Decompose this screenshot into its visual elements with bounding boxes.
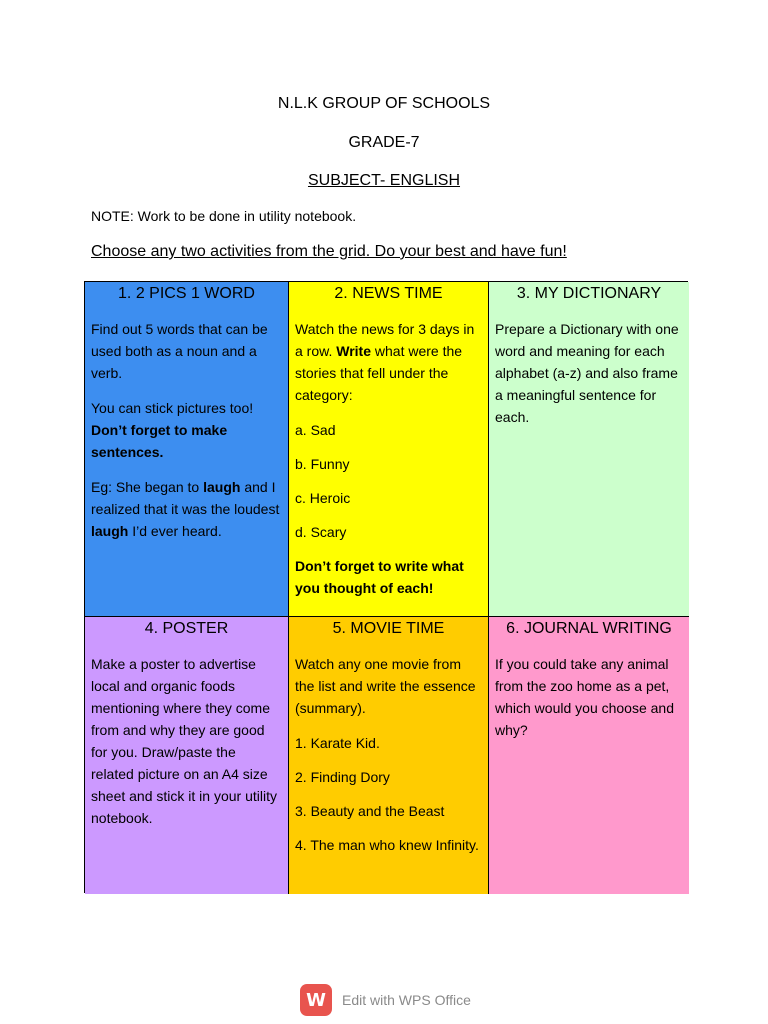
activity-text: Make a poster to advertise local and organic foods mentioning where they come from and why they are good for you. Draw/paste the related picture on an A4 size sheet and stick it in your utility notebook. xyxy=(91,656,277,826)
activity-cell-poster xyxy=(85,617,289,894)
list-item: c. Heroic xyxy=(295,490,351,506)
activity-cell-news-time xyxy=(289,282,489,617)
subject-heading: SUBJECT- ENGLISH xyxy=(307,172,461,189)
wps-logo-icon[interactable]: W xyxy=(300,984,332,1016)
activity-cell-2-pics-1-word xyxy=(85,282,289,617)
activity-closing: Don’t forget to write what you thought of each! xyxy=(295,558,464,596)
activity-text: Prepare a Dictionary with one word and meaning for each alphabet (a-z) and also frame a meaningful sentence for each. xyxy=(495,321,679,425)
list-item: 4. The man who knew Infinity. xyxy=(295,837,479,853)
activity-text: Watch the news for 3 days in a row. Write what were the stories that fell under the category: xyxy=(295,321,475,403)
list-item: a. Sad xyxy=(295,422,336,438)
list-item: 3. Beauty and the Beast xyxy=(295,803,445,819)
activity-cell-my-dictionary xyxy=(489,282,689,617)
activity-title: 2. NEWS TIME xyxy=(334,285,443,302)
grade-heading: GRADE-7 xyxy=(348,134,420,151)
list-item: 2. Finding Dory xyxy=(295,769,390,785)
activity-cell-movie-time xyxy=(289,617,489,894)
edit-with-wps-link[interactable]: Edit with WPS Office xyxy=(342,992,471,1008)
list-item: 1. Karate Kid. xyxy=(295,735,380,751)
wps-footer[interactable] xyxy=(300,982,471,1018)
activity-text: Find out 5 words that can be used both as a noun and a verb. xyxy=(91,321,268,381)
list-item: d. Scary xyxy=(295,524,347,540)
instruction-text: Choose any two activities from the grid. Do your best and have fun! xyxy=(91,243,567,260)
activity-title: 6. JOURNAL WRITING xyxy=(506,620,672,637)
note-text: NOTE: Work to be done in utility notebook. xyxy=(91,208,357,224)
activity-title: 4. POSTER xyxy=(144,620,229,637)
activity-text: If you could take any animal from the zoo home as a pet, which would you choose and why? xyxy=(495,656,675,738)
list-item: b. Funny xyxy=(295,456,350,472)
activity-title: 1. 2 PICS 1 WORD xyxy=(118,285,255,302)
activity-text: Watch any one movie from the list and write the essence (summary). xyxy=(295,656,476,716)
activity-title: 5. MOVIE TIME xyxy=(332,620,445,637)
activity-cell-journal-writing xyxy=(489,617,689,894)
activity-grid xyxy=(84,281,688,893)
activity-title: 3. MY DICTIONARY xyxy=(516,285,662,302)
activity-text: You can stick pictures too! Don’t forget to make sentences. xyxy=(91,400,254,460)
activity-example: Eg: She began to laugh and I realized that it was the loudest laugh I’d ever heard. xyxy=(91,479,280,539)
school-name: N.L.K GROUP OF SCHOOLS xyxy=(277,95,491,112)
